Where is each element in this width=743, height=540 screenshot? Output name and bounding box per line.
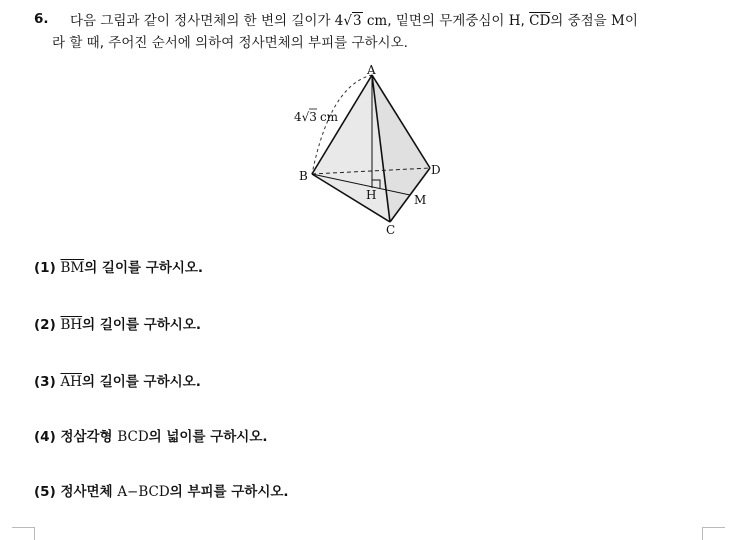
- question-text: 의 부피를 구하시오.: [169, 484, 289, 500]
- label-m: M: [414, 193, 427, 207]
- question-math: $\overline{BH}$: [60, 317, 83, 333]
- question-text: 의 넓이를 구하시오.: [148, 429, 268, 445]
- question-math: $\overline{AH}$: [60, 374, 82, 390]
- problem-number: 6.: [34, 11, 49, 27]
- question-4: [34, 425, 268, 445]
- statement-text: , 밑면의 무게중심이: [387, 13, 509, 29]
- problem-statement-line2: 라 할 때, 주어진 순서에 의하여 정사면체의 부피를 구하시오.: [52, 35, 408, 51]
- edge-unit: cm: [362, 13, 388, 29]
- page-corner-mark: [702, 527, 725, 540]
- question-number: (2): [34, 317, 56, 333]
- label-h: H: [366, 188, 377, 202]
- question-text: 의 길이를 구하시오.: [82, 317, 201, 333]
- question-prefix: 정사면체: [60, 484, 118, 500]
- edge-length-label: 4√3 cm: [294, 110, 339, 124]
- question-math: $\overline{BM}$: [60, 260, 85, 276]
- edge-radicand: 3: [352, 13, 362, 29]
- question-number: (4): [34, 429, 56, 445]
- page-corner-mark: [12, 527, 35, 540]
- edge-length-expr: 4√3 cm: [334, 13, 388, 29]
- question-3: [34, 370, 201, 390]
- question-number: (3): [34, 374, 56, 390]
- centroid-symbol: H: [508, 13, 521, 29]
- question-math: A−BCD: [117, 484, 170, 500]
- question-prefix: 정삼각형: [60, 429, 118, 445]
- question-5: [34, 480, 289, 500]
- question-text: 의 길이를 구하시오.: [81, 374, 201, 390]
- label-a: A: [367, 63, 376, 77]
- statement-text: 의 중점을: [550, 13, 612, 29]
- question-number: (1): [34, 260, 56, 276]
- question-math: BCD: [117, 429, 149, 445]
- question-2: [34, 313, 201, 333]
- tetrahedron-figure: [0, 0, 743, 245]
- statement-text: 이: [624, 13, 638, 29]
- statement-text: 다음 그림과 같이 정사면체의 한 변의 길이가: [70, 13, 335, 29]
- question-text: 의 길이를 구하시오.: [84, 260, 204, 276]
- edge-coef: 4: [334, 13, 344, 29]
- question-number: (5): [34, 484, 56, 500]
- label-b: B: [299, 169, 308, 183]
- label-c: C: [386, 223, 396, 237]
- midpoint-symbol: M: [611, 13, 625, 29]
- segment-cd: $\overline{CD}$: [529, 13, 551, 29]
- question-1: [34, 256, 203, 276]
- separator: ,: [520, 13, 530, 29]
- label-d: D: [431, 163, 441, 177]
